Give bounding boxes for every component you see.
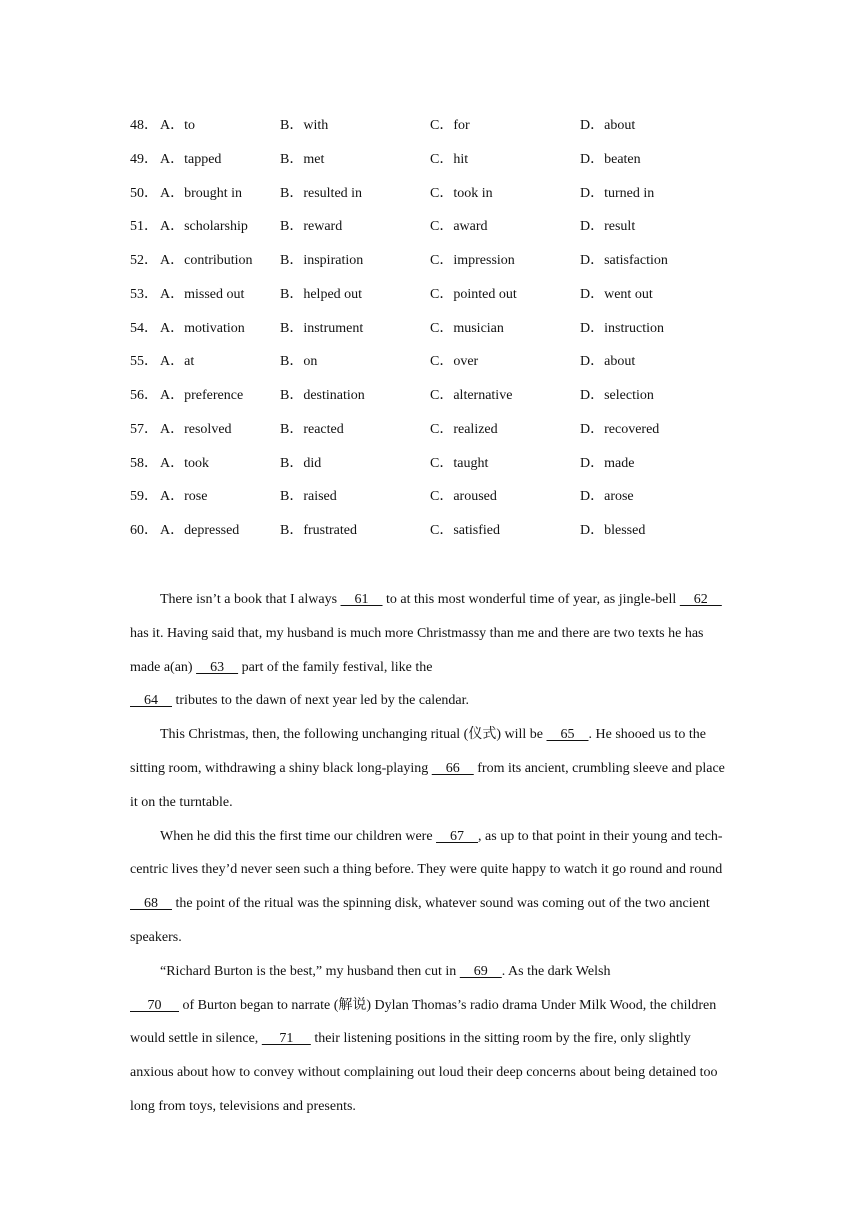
passage-text: . He shooed us to the sitting room, withdrawing a shiny black long-playing [130,727,706,776]
option-b[interactable]: B．resulted in [280,185,363,201]
blank-61[interactable]: 61 [340,592,383,607]
option-c[interactable]: C．musician [430,320,504,336]
blank-63[interactable]: 63 [196,659,239,675]
question-number: 48． [130,118,158,133]
passage-text: their listening positions in the sitting room by the fire, only slightly anxious about how to convey without complaining out loud their deep concerns about being detained too long from toys, televisions and presents. [130,1031,718,1114]
blank-64[interactable]: 64 [130,693,172,709]
question-number: 56． [130,388,158,403]
option-d[interactable]: D．satisfaction [580,253,668,268]
blank-66[interactable]: 66 [431,760,474,776]
option-d[interactable]: D．instruction [580,320,664,336]
option-c[interactable]: C．award [430,219,488,235]
passage-text: the point of the ritual was the spinning disk, whatever sound was coming out of the two ancient speakers. [130,896,710,945]
option-b[interactable]: B．frustrated [280,523,357,538]
option-b[interactable]: B．did [280,455,322,471]
option-c[interactable]: C．alternative [430,388,513,403]
question-number: 57． [130,421,158,437]
option-a[interactable]: A．brought in [160,185,243,201]
option-c[interactable]: C．realized [430,421,498,437]
option-d[interactable]: D．about [580,354,636,370]
passage-text: of Burton began to narrate (解说) Dylan Thomas’s radio drama Under Milk Wood, the children would settle in silence, [130,997,717,1047]
passage-text: , as up to that point in their young and tech-centric lives they’d never seen such a thing before. They were quite happy to watch it go round and round [130,828,723,878]
option-c[interactable]: C．hit [430,151,469,167]
passage-paragraph-1 [130,583,730,718]
passage-text: . As the dark Welsh [501,963,611,979]
question-number: 58． [130,455,158,471]
option-b[interactable]: B．on [280,354,318,370]
option-b[interactable]: B．reward [280,219,343,235]
option-b[interactable]: B．met [280,151,325,167]
option-c[interactable]: C．aroused [430,489,497,505]
option-d[interactable]: D．result [580,219,636,235]
blank-71[interactable]: 71 [261,1031,311,1047]
option-b[interactable]: B．destination [280,388,365,403]
passage-text: part of the family festival, like the [238,659,433,675]
option-d[interactable]: D．made [580,455,635,471]
option-a[interactable]: A．contribution [160,253,253,268]
option-a[interactable]: A．tapped [160,151,222,167]
option-a[interactable]: A．missed out [160,286,245,302]
option-d[interactable]: D．about [580,118,636,133]
option-d[interactable]: D．blessed [580,523,646,538]
option-d[interactable]: D．recovered [580,421,660,437]
option-d[interactable]: D．went out [580,286,653,302]
passage-paragraph-4 [130,955,730,1124]
option-c[interactable]: C．took in [430,185,493,201]
cloze-passage [130,583,730,1124]
question-number: 59． [130,489,158,505]
question-number: 60． [130,523,158,538]
question-number: 55． [130,354,158,370]
option-a[interactable]: A．motivation [160,320,245,336]
option-c[interactable]: C．taught [430,455,489,471]
blank-69[interactable]: 69 [459,963,502,979]
question-number: 50． [130,185,158,201]
passage-paragraph-3 [130,820,730,955]
blank-68[interactable]: 68 [130,896,172,912]
option-d[interactable]: D．arose [580,489,634,505]
passage-text: This Christmas, then, the following unchanging ritual (仪式) will be [160,727,547,743]
passage-text: “Richard Burton is the best,” my husband then cut in [160,963,460,979]
passage-text: to at this most wonderful time of year, as jingle-bell [382,592,680,607]
option-a[interactable]: A．took [160,455,209,471]
blank-70[interactable]: 70 [130,997,179,1013]
question-number: 54． [130,320,158,336]
option-a[interactable]: A．resolved [160,421,232,437]
blank-67[interactable]: 67 [436,828,479,844]
option-b[interactable]: B．helped out [280,286,363,302]
option-c[interactable]: C．for [430,118,470,133]
option-d[interactable]: D．beaten [580,151,641,167]
passage-text: tributes to the dawn of next year led by the calendar. [172,693,470,709]
option-c[interactable]: C．over [430,354,479,370]
option-b[interactable]: B．raised [280,489,337,505]
option-c[interactable]: C．pointed out [430,286,517,302]
question-number: 52． [130,253,158,268]
option-d[interactable]: D．turned in [580,185,655,201]
passage-text: When he did this the first time our children were [160,828,437,844]
option-b[interactable]: B．reacted [280,421,344,437]
option-c[interactable]: C．impression [430,253,515,268]
option-b[interactable]: B．inspiration [280,253,364,268]
option-a[interactable]: A．to [160,118,195,133]
blank-65[interactable]: 65 [546,727,589,743]
passage-text: from its ancient, crumbling sleeve and place it on the turntable. [130,760,725,810]
option-a[interactable]: A．preference [160,388,244,403]
option-d[interactable]: D．selection [580,388,654,403]
option-a[interactable]: A．depressed [160,523,240,538]
question-number: 53． [130,286,158,302]
blank-62[interactable]: 62 [679,592,722,607]
passage-text: has it. Having said that, my husband is much more Christmassy than me and there are two texts he has made a(an) [130,625,704,675]
passage-text: There isn’t a book that I always [160,592,341,607]
question-number: 49． [130,151,158,167]
option-b[interactable]: B．with [280,118,329,133]
option-a[interactable]: A．scholarship [160,219,248,235]
option-c[interactable]: C．satisfied [430,523,500,538]
option-a[interactable]: A．rose [160,489,208,505]
option-b[interactable]: B．instrument [280,320,364,336]
question-number: 51． [130,219,158,235]
option-a[interactable]: A．at [160,354,195,370]
passage-paragraph-2 [130,718,730,819]
